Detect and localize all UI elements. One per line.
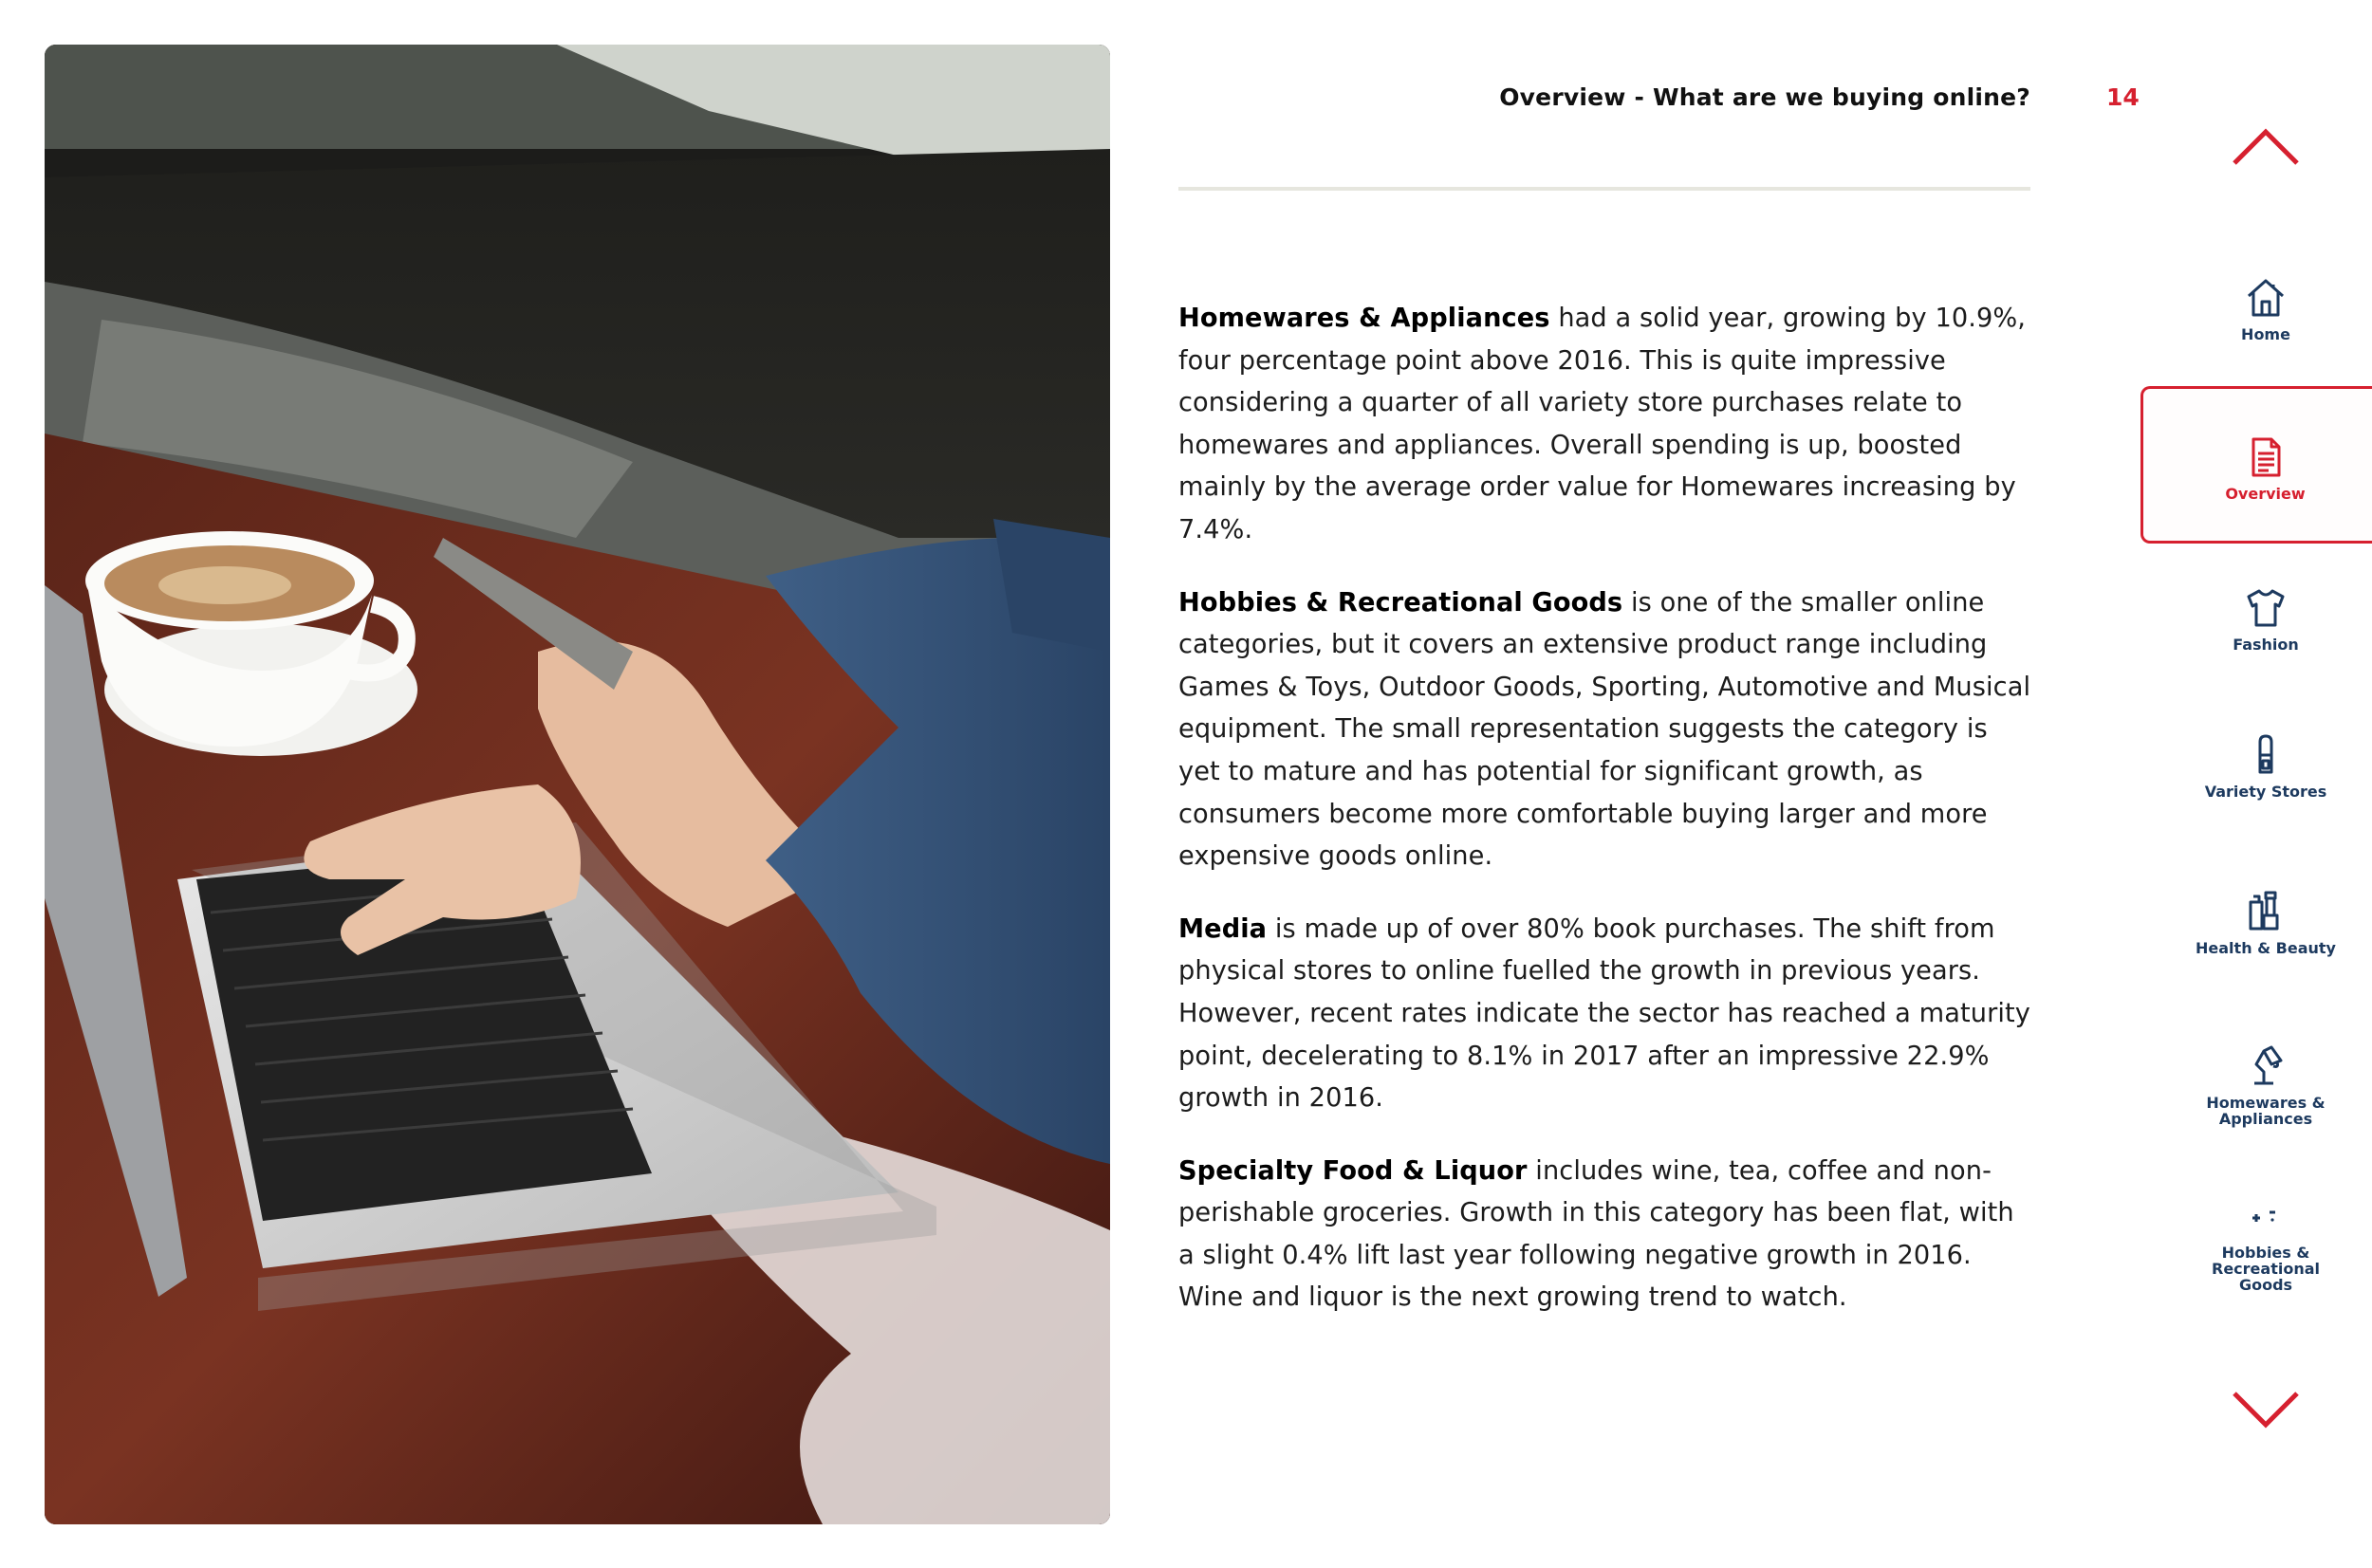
nav-item-variety-stores[interactable] (2142, 732, 2372, 888)
lamp-icon (2243, 1043, 2289, 1089)
nav-down-button[interactable] (2232, 1391, 2300, 1430)
nav-item-overview[interactable] (2140, 386, 2372, 544)
nav-up-button[interactable] (2232, 126, 2300, 166)
tshirt-icon (2243, 585, 2289, 631)
nav-label: Health & Beauty (2196, 939, 2336, 957)
paragraph-text: includes wine, tea, coffee and non-perishable groceries. Growth in this category has been flat, with a slight 0.4% lift last year following negative growth in 2016. Wine and liquor is the next growing trend to watch. (1178, 1155, 2014, 1313)
bottle-icon (2243, 732, 2289, 778)
paragraph-heading: Homewares & Appliances (1178, 304, 1550, 333)
page-header (1178, 83, 2140, 121)
document-icon (2243, 434, 2289, 480)
chevron-up-icon (2232, 126, 2300, 166)
paragraph-heading: Media (1178, 913, 1268, 944)
paragraph-hobbies (1178, 582, 2032, 878)
paragraph-specialty-food (1178, 1151, 2032, 1319)
laptop-card-photo (45, 45, 1110, 1524)
nav-item-fashion[interactable] (2142, 585, 2372, 741)
article-body (1178, 298, 2032, 1350)
home-icon (2243, 275, 2289, 321)
gamepad-icon (2243, 1193, 2289, 1239)
chevron-down-icon (2232, 1391, 2300, 1430)
paragraph-text: had a solid year, growing by 10.9%, four percentage point above 2016. This is quite impressive considering a quarter of all variety store purchases relate to homewares and appliances. Overall spending is up, boosted mainly by the average order value for Homewares increasing by 7.4%. (1178, 304, 2027, 544)
nav-label: Hobbies & Recreational Goods (2212, 1244, 2320, 1294)
nav-item-hobbies-recreational[interactable] (2142, 1193, 2372, 1349)
cosmetics-icon (2243, 889, 2289, 934)
paragraph-media (1178, 909, 2032, 1120)
paragraph-homewares (1178, 298, 2032, 552)
page-title: Overview - What are we buying online? (1499, 83, 2030, 111)
header-divider (1178, 187, 2030, 191)
paragraph-heading: Hobbies & Recreational Goods (1178, 587, 1623, 618)
paragraph-text: is made up of over 80% book purchases. The shift from physical stores to online fuelled the growth in previous years. However, recent rates indicate the sector has reached a maturity point, decelerating to 8.1% in 2017 after an impressive 22.9% growth in 2016. (1178, 913, 2030, 1114)
nav-item-homewares-appliances[interactable] (2142, 1043, 2372, 1199)
paragraph-heading: Specialty Food & Liquor (1178, 1155, 1528, 1186)
hero-photo (45, 45, 1110, 1524)
page-number: 14 (2106, 83, 2140, 111)
nav-label: Fashion (2233, 636, 2299, 654)
nav-label: Overview (2225, 485, 2306, 503)
nav-item-health-beauty[interactable] (2142, 889, 2372, 1044)
nav-label: Variety Stores (2204, 783, 2327, 801)
nav-label: Home (2241, 325, 2290, 343)
paragraph-text: is one of the smaller online categories, but it covers an extensive product range including Games & Toys, Outdoor Goods, Sporting, Automotive and Musical equipment. The small representation suggests the category is yet to mature and has potential for significant growth, as consumers become more comfortable buying larger and more expensive goods online. (1178, 587, 2031, 872)
nav-label: Homewares & Appliances (2206, 1094, 2326, 1128)
